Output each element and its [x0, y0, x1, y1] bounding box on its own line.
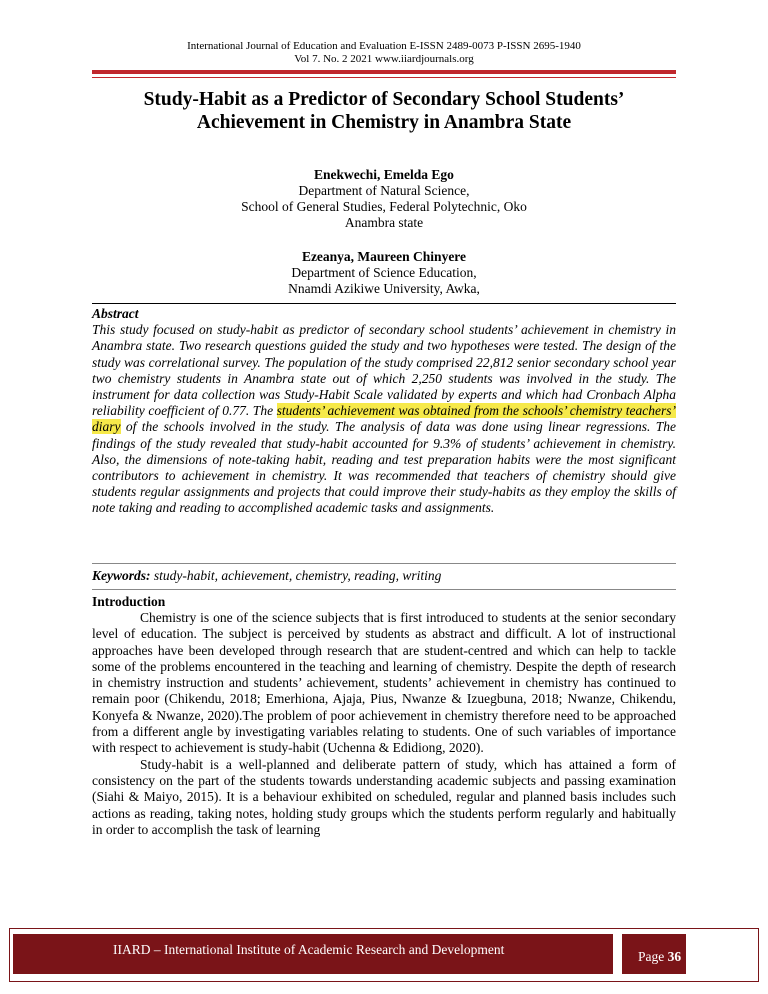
author-affiliation: Nnamdi Azikiwe University, Awka, — [288, 281, 480, 296]
journal-header-line2: Vol 7. No. 2 2021 www.iiardjournals.org — [294, 53, 474, 65]
paragraph: Chemistry is one of the science subjects that is first introduced to students at the senior secondary level of education. The subject is perceived by students as abstract and difficult. A lot of instructional approaches have been developed through research that are student-centred and which can help to tackle some of the problems encountered in the teaching and learning of chemistry. Despite the depth of research in chemistry instruction and students’ achievement, students’ achievement in chemistry has continued to remain poor (Chikendu, 2018; Emerhiona, Ajaja, Pius, Nwanze & Izuegbuna, 2018; Nwanze, Chikendu, Konyefa & Nwanze, 2020).The problem of poor achievement in chemistry therefore need to be approached from a different angle by investigating variables relating to students. One of such variables of importance with respect to achievement is study-habit (Uchenna & Edidiong, 2020). — [92, 610, 676, 756]
keywords-text: study-habit, achievement, chemistry, reading, writing — [153, 568, 442, 583]
author-name: Ezeanya, Maureen Chinyere — [301, 249, 467, 264]
header-rule-thin — [92, 77, 676, 78]
journal-header-line1: International Journal of Education and Evaluation E-ISSN 2489-0073 P-ISSN 2695-1940 — [187, 40, 581, 52]
author-affiliation: Department of Science Education, — [291, 265, 477, 280]
footer-institute: IIARD – International Institute of Academic Research and Development — [113, 942, 505, 957]
page-number-value: 36 — [667, 949, 682, 964]
abstract-text-part: This study focused on study-habit as predictor of secondary school students’ achievement in chemistry in Anambra state. Two research questions guided the study and two hypotheses were tested. The design of the study was correlational survey. The population of the study comprised 22,812 senior secondary school year two chemistry students in Anambra state out of which 2,250 students was involved in the study. The instrument for data collection was Study-Habit Scale validated by experts and which had Cronbach Alpha reliability coefficient of 0.77. The — [92, 322, 676, 419]
page-footer — [9, 928, 759, 982]
keywords-label: Keywords: — [92, 568, 151, 583]
paragraph: Study-habit is a well-planned and deliberate pattern of study, which has attained a form of consistency on the part of the students towards understanding academic subjects and passing examination (Siahi & Maiyo, 2015). It is a behaviour exhibited on scheduled, regular and planned basis includes such actions as reading, taking notes, holding study groups which the students perform regularly and habitually in order to accomplish the task of learning — [92, 756, 676, 837]
author-affiliation: Department of Natural Science, — [298, 183, 470, 198]
keywords — [92, 568, 676, 584]
paper-title-line2: Achievement in Chemistry in Anambra State — [196, 112, 572, 133]
author-block-2 — [100, 249, 668, 297]
abstract — [92, 306, 676, 517]
divider — [92, 589, 676, 590]
highlighted-text: students’ achievement was obtained from the schools’ chemistry teachers’ diary — [92, 403, 676, 435]
author-affiliation: Anambra state — [344, 215, 424, 230]
abstract-heading: Abstract — [92, 306, 139, 321]
divider — [92, 563, 676, 564]
author-name: Enekwechi, Emelda Ego — [314, 167, 454, 182]
paper-title — [100, 88, 668, 134]
abstract-text — [92, 322, 676, 516]
divider — [92, 303, 676, 304]
page-label: Page — [638, 949, 665, 964]
section-heading: Introduction — [92, 594, 166, 609]
page-number-box — [621, 934, 686, 974]
abstract-text-part: of the schools involved in the study. The analysis of data was done using linear regressions. The findings of the study revealed that study-habit accounted for 9.3% of students’ achievement in chemistry. Also, the dimensions of note-taking habit, reading and test preparation habits were the most significant contributors to achievement in chemistry. It was recommended that teachers of chemistry should give students regular assignments and projects that could improve their study-habits as they employ the skills of note taking and reading to accomplished academic tasks and assignments. — [92, 419, 676, 516]
introduction-section — [92, 594, 676, 838]
paper-title-line1: Study-Habit as a Predictor of Secondary School Students’ — [143, 89, 625, 110]
author-block-1 — [100, 167, 668, 231]
header-rule-thick — [92, 70, 676, 74]
journal-header — [0, 40, 768, 66]
page-number — [638, 949, 681, 965]
author-affiliation: School of General Studies, Federal Polytechnic, Oko — [241, 199, 527, 214]
